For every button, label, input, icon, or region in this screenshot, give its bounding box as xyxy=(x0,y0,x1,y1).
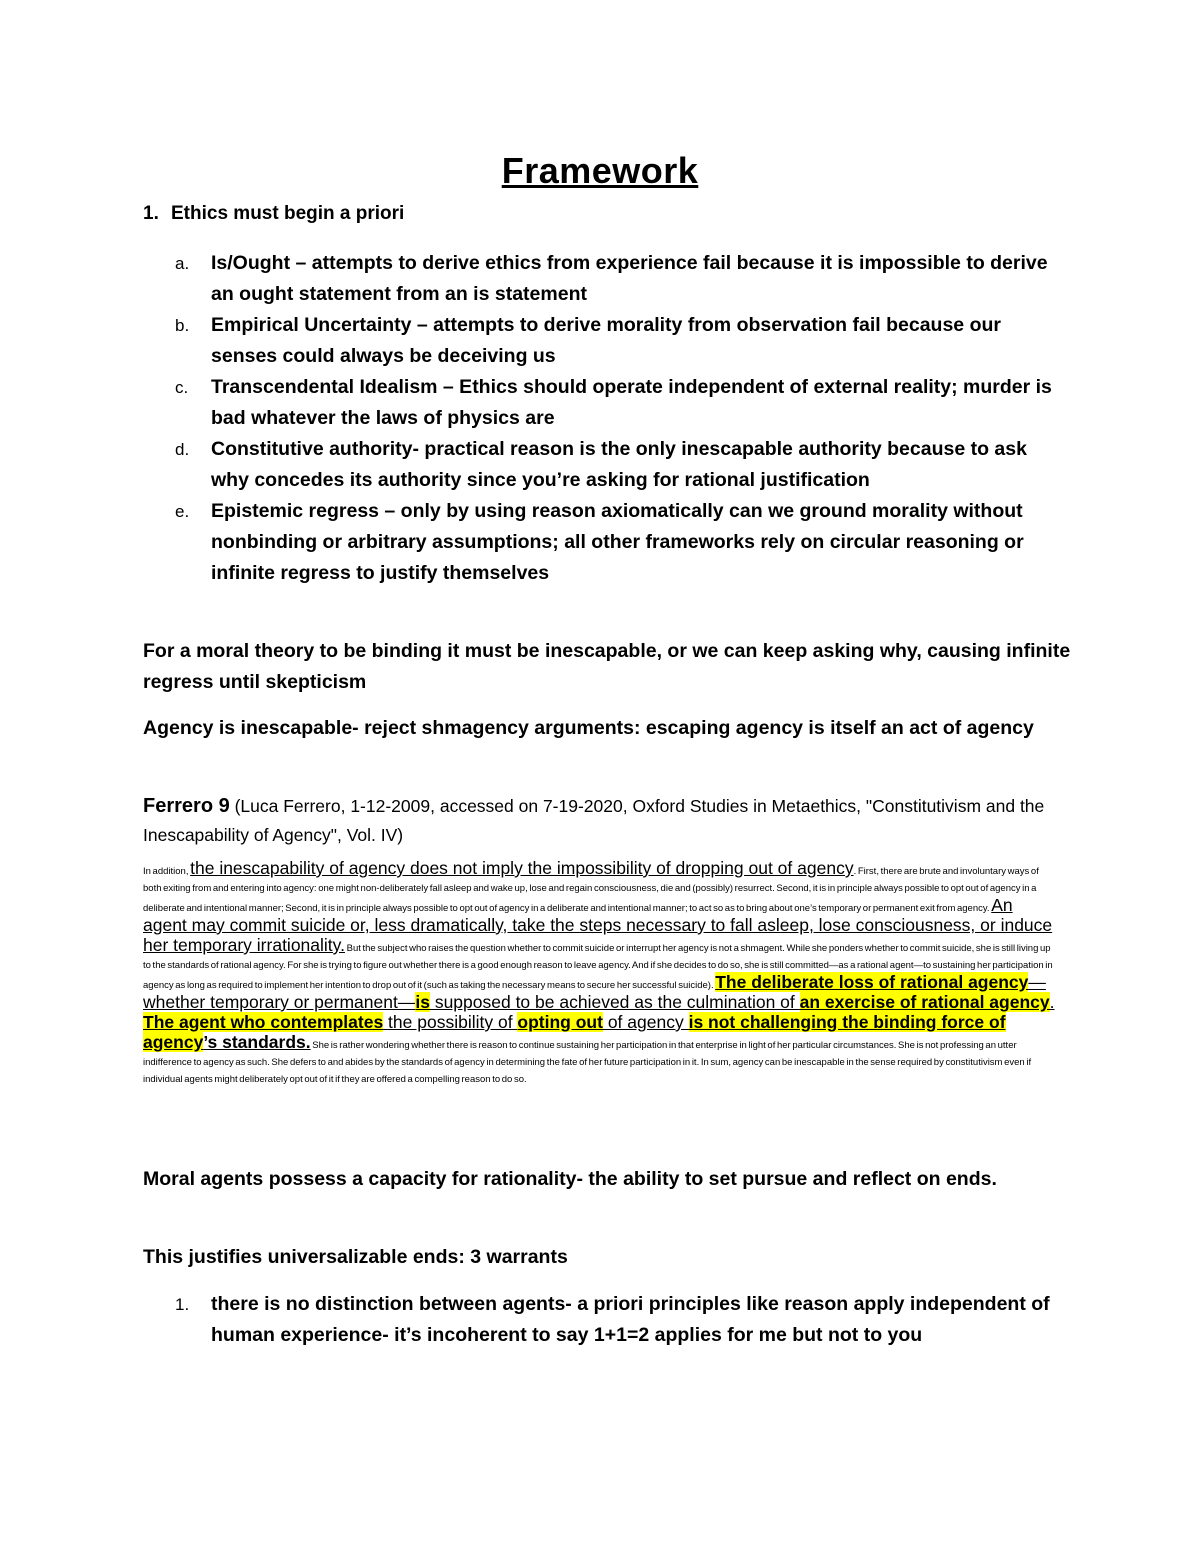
card-highlighted-text: The agent who contemplates xyxy=(143,1012,384,1032)
card-underlined-text: the possibility of xyxy=(383,1012,518,1032)
list-marker: d. xyxy=(175,440,190,459)
card-underlined-text: . xyxy=(1049,992,1055,1012)
section-heading-text: Ethics must begin a priori xyxy=(171,203,405,224)
warrant-list xyxy=(175,1289,1055,1351)
list-item-text: Constitutive authority- practical reason is the only inescapable authority because to ask why concedes its authority since you’re asking for rational justification xyxy=(211,438,1027,491)
list-item-text: Transcendental Idealism – Ethics should operate independent of external reality; murder is bad whatever the laws of physics are xyxy=(211,376,1052,429)
list-item-text: Epistemic regress – only by using reason axiomatically can we ground morality without nonbinding or arbitrary assumptions; all other frameworks rely on circular reasoning or infinite regress to justify themselves xyxy=(211,500,1024,584)
tag-rationality: Moral agents possess a capacity for rationality- the ability to set pursue and reflect on ends. xyxy=(143,1168,997,1190)
list-marker: 1. xyxy=(175,1295,190,1314)
card-underlined-text: ’s standards. xyxy=(203,1032,311,1052)
list-item xyxy=(175,1289,1055,1351)
card-underlined-text: An agent may commit suicide or, less dramatically, take the steps necessary to fall asleep, lose consciousness, or induce her temporary irrationality. xyxy=(143,895,1053,955)
tag-agency: Agency is inescapable- reject shmagency arguments: escaping agency is itself an act of agency xyxy=(143,717,1034,739)
card-underlined-text: of agency xyxy=(602,1012,689,1032)
card-underlined-text: — whether temporary or permanent— xyxy=(143,972,1046,1012)
citation xyxy=(143,792,1073,850)
tag-universal: This justifies universalizable ends: 3 warrants xyxy=(143,1246,568,1268)
list-item-text: there is no distinction between agents- a priori principles like reason apply independent of human experience- it’s incoherent to say 1+1=2 applies for me but not to you xyxy=(211,1293,1050,1346)
card-text: But the subject who raises the question whether to commit suicide or interrupt her agency is not a shmagent. While she ponders whether to commit suicide, she is still living up to the standards of rational agency. For she is trying to figure out whether there is a good enough reason to leave agency. And if she decides to do so, she is still committed—as a rational agent—to sustaining her participation in agency as long as required to implement her intention to drop out of it (such as taking the necessary means to secure her successful suicide). xyxy=(143,943,1053,991)
card-highlighted-text: is not challenging the binding force of agency xyxy=(143,1012,1006,1052)
list-item xyxy=(175,372,1065,434)
card-text: She is rather wondering whether there is reason to continue sustaining her participation in that enterprise in light of her particular circumstances. She is not professing an utter indifference to agency as such. She defers to and abides by the standards of agency in determining the fate of her future participation in it. In sum, agency can be inescapable in the sense required by constitutivism even if individual agents might deliberately opt out of it if they are offered a compelling reason to do so. xyxy=(143,1040,1032,1085)
card-highlighted-text: The deliberate loss of rational agency xyxy=(715,972,1029,992)
list-marker: b. xyxy=(175,316,190,335)
card-text: In addition, xyxy=(143,866,191,877)
evidence-card xyxy=(143,860,1055,1088)
citation-author: Ferrero 9 xyxy=(143,795,230,817)
list-item xyxy=(175,434,1065,496)
page-title: Framework xyxy=(501,150,699,191)
list-item-text: Is/Ought – attempts to derive ethics from experience fail because it is impossible to derive an ought statement from an is statement xyxy=(211,252,1048,305)
card-highlighted-text: is xyxy=(415,992,430,1012)
list-item xyxy=(175,248,1065,310)
argument-list xyxy=(175,248,1065,589)
list-item-text: Empirical Uncertainty – attempts to derive morality from observation fail because our senses could always be deceiving us xyxy=(211,314,1001,367)
citation-details: (Luca Ferrero, 1-12-2009, accessed on 7-19-2020, Oxford Studies in Metaethics, "Constitutivism and the Inescapability of Agency", Vol. IV) xyxy=(143,796,1045,845)
section-heading xyxy=(143,203,404,225)
card-underlined-text: the inescapability of agency does not imply the impossibility of dropping out of agency xyxy=(190,858,854,878)
list-item xyxy=(175,310,1065,372)
card-text: . First, there are brute and involuntary ways of both exiting from and entering into agency: one might non-deliberately fall asleep and wake up, lose and regain consciousness, die and (possibly) resurrect. Second, it is in principle always possible to opt out of agency in a deliberate and intentional manner; Second, it is in principle always possible to opt out of agency in a deliberate and intentional manner; to act so as to bring about one’s temporary or permanent exit from agency. xyxy=(143,866,1039,914)
list-marker: a. xyxy=(175,254,190,273)
card-highlighted-text: an exercise of rational agency xyxy=(799,992,1050,1012)
tag-binding: For a moral theory to be binding it must be inescapable, or we can keep asking why, causing infinite regress until skepticism xyxy=(143,640,1071,693)
section-number: 1. xyxy=(143,203,159,224)
card-underlined-text: supposed to be achieved as the culmination of xyxy=(429,992,800,1012)
list-marker: e. xyxy=(175,502,190,521)
list-marker: c. xyxy=(175,378,189,397)
list-item xyxy=(175,496,1065,589)
card-highlighted-text: opting out xyxy=(517,1012,603,1032)
